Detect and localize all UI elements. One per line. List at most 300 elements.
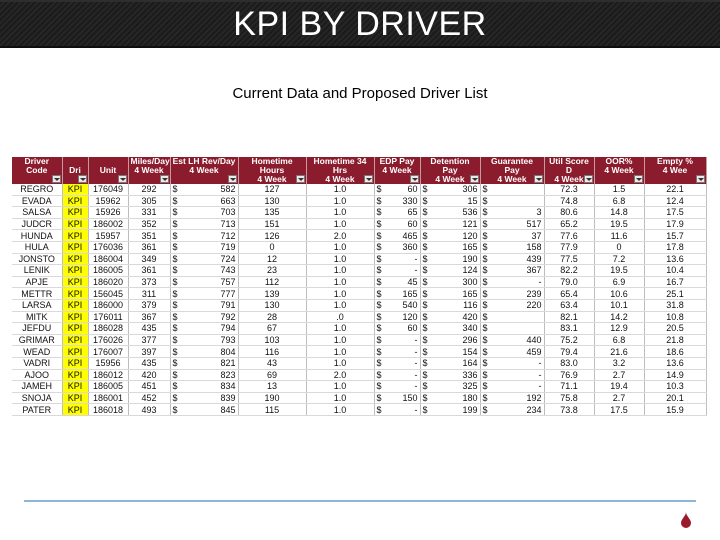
miles-per-day-cell: 435: [128, 323, 170, 335]
oor-percent-cell: 19.4: [594, 381, 644, 393]
oor-percent-cell: 19.5: [594, 218, 644, 230]
detention-pay-cell: 124: [430, 265, 480, 277]
edp-pay-cell: 45: [384, 276, 420, 288]
table-body: [12, 184, 706, 415]
empty-percent-cell: 21.8: [644, 334, 706, 346]
driver-code-cell: VADRI: [12, 357, 62, 369]
kpi-flag-cell: KPI: [62, 334, 88, 346]
kpi-flag-cell: KPI: [62, 381, 88, 393]
column-header-bottom: 4 Week: [554, 174, 584, 184]
guarantee-pay-cell: -: [490, 369, 544, 381]
currency-symbol-cell: $: [170, 195, 182, 207]
empty-percent-cell: 20.5: [644, 323, 706, 335]
currency-symbol-cell: $: [374, 357, 384, 369]
edp-pay-cell: -: [384, 265, 420, 277]
currency-symbol-cell: $: [170, 241, 182, 253]
column-header: [480, 157, 544, 184]
filter-dropdown-icon[interactable]: [228, 175, 237, 183]
filter-dropdown-icon[interactable]: [634, 175, 643, 183]
driver-code-cell: JEFDU: [12, 323, 62, 335]
currency-symbol-cell: $: [480, 253, 490, 265]
currency-symbol-cell: $: [374, 311, 384, 323]
est-lh-rev-cell: 713: [182, 218, 238, 230]
currency-symbol-cell: $: [420, 323, 430, 335]
hometime-hours-cell: 190: [238, 392, 306, 404]
currency-symbol-cell: $: [170, 334, 182, 346]
driver-code-cell: LARSA: [12, 299, 62, 311]
currency-symbol-cell: $: [374, 276, 384, 288]
detention-pay-cell: 165: [430, 241, 480, 253]
util-score-cell: 72.3: [544, 184, 594, 195]
edp-pay-cell: -: [384, 357, 420, 369]
column-header-bottom: 4 Week: [134, 165, 164, 175]
hometime-34-cell: 1.0: [306, 241, 374, 253]
hometime-hours-cell: 127: [238, 184, 306, 195]
util-score-cell: 75.2: [544, 334, 594, 346]
miles-per-day-cell: 361: [128, 241, 170, 253]
currency-symbol-cell: $: [170, 357, 182, 369]
unit-cell: 186005: [88, 265, 128, 277]
table-row: [12, 230, 706, 242]
currency-symbol-cell: $: [420, 369, 430, 381]
oor-percent-cell: 11.6: [594, 230, 644, 242]
hometime-hours-cell: 116: [238, 346, 306, 358]
currency-symbol-cell: $: [170, 253, 182, 265]
column-header-top: Guarantee Pay: [490, 156, 534, 175]
edp-pay-cell: -: [384, 404, 420, 416]
kpi-flag-cell: KPI: [62, 311, 88, 323]
driver-code-cell: JAMEH: [12, 381, 62, 393]
currency-symbol-cell: $: [480, 346, 490, 358]
currency-symbol-cell: $: [374, 288, 384, 300]
util-score-cell: 79.4: [544, 346, 594, 358]
guarantee-pay-cell: 37: [490, 230, 544, 242]
currency-symbol-cell: $: [420, 288, 430, 300]
kpi-flag-cell: KPI: [62, 346, 88, 358]
column-header-bottom: 4 Week: [382, 165, 412, 175]
currency-symbol-cell: $: [420, 404, 430, 416]
unit-cell: 186005: [88, 381, 128, 393]
miles-per-day-cell: 379: [128, 299, 170, 311]
filter-dropdown-icon[interactable]: [52, 175, 61, 183]
currency-symbol-cell: $: [420, 241, 430, 253]
kpi-flag-cell: KPI: [62, 323, 88, 335]
unit-cell: 15962: [88, 195, 128, 207]
table-row: [12, 253, 706, 265]
empty-percent-cell: 17.8: [644, 241, 706, 253]
est-lh-rev-cell: 834: [182, 381, 238, 393]
hometime-34-cell: 1.0: [306, 195, 374, 207]
currency-symbol-cell: $: [374, 241, 384, 253]
empty-percent-cell: 16.7: [644, 276, 706, 288]
column-header: [644, 157, 706, 184]
est-lh-rev-cell: 777: [182, 288, 238, 300]
currency-symbol-cell: $: [374, 265, 384, 277]
oor-percent-cell: 14.2: [594, 311, 644, 323]
hometime-hours-cell: 67: [238, 323, 306, 335]
table-row: [12, 334, 706, 346]
hometime-34-cell: 1.0: [306, 288, 374, 300]
filter-dropdown-icon[interactable]: [584, 175, 593, 183]
unit-cell: 186020: [88, 276, 128, 288]
driver-code-cell: METTR: [12, 288, 62, 300]
table-row: [12, 218, 706, 230]
table-row: [12, 369, 706, 381]
driver-code-cell: WEAD: [12, 346, 62, 358]
filter-dropdown-icon[interactable]: [160, 175, 169, 183]
currency-symbol-cell: $: [374, 323, 384, 335]
hometime-34-cell: 1.0: [306, 184, 374, 195]
currency-symbol-cell: $: [480, 357, 490, 369]
oor-percent-cell: 21.6: [594, 346, 644, 358]
title-bar: [0, 0, 720, 48]
oor-percent-cell: 14.8: [594, 207, 644, 219]
unit-cell: 186028: [88, 323, 128, 335]
currency-symbol-cell: $: [374, 184, 384, 195]
guarantee-pay-cell: [490, 195, 544, 207]
currency-symbol-cell: $: [170, 311, 182, 323]
detention-pay-cell: 120: [430, 230, 480, 242]
kpi-flag-cell: KPI: [62, 184, 88, 195]
currency-symbol-cell: $: [374, 334, 384, 346]
oor-percent-cell: 10.1: [594, 299, 644, 311]
miles-per-day-cell: 349: [128, 253, 170, 265]
unit-cell: 156045: [88, 288, 128, 300]
edp-pay-cell: -: [384, 369, 420, 381]
column-header: [374, 157, 420, 184]
column-header-top: EDP Pay: [379, 156, 415, 166]
hometime-hours-cell: 126: [238, 230, 306, 242]
kpi-flag-cell: KPI: [62, 404, 88, 416]
table-row: [12, 357, 706, 369]
column-header: [128, 157, 170, 184]
util-score-cell: 79.0: [544, 276, 594, 288]
util-score-cell: 63.4: [544, 299, 594, 311]
hometime-hours-cell: 69: [238, 369, 306, 381]
filter-dropdown-icon[interactable]: [296, 175, 305, 183]
guarantee-pay-cell: -: [490, 357, 544, 369]
table-row: [12, 288, 706, 300]
currency-symbol-cell: $: [420, 265, 430, 277]
detention-pay-cell: 325: [430, 381, 480, 393]
column-header-bottom: 4 Wee: [662, 165, 688, 175]
hometime-hours-cell: 135: [238, 207, 306, 219]
util-score-cell: 80.6: [544, 207, 594, 219]
hometime-hours-cell: 0: [238, 241, 306, 253]
edp-pay-cell: 540: [384, 299, 420, 311]
column-header-top: Est LH Rev/Day: [172, 156, 236, 166]
oor-percent-cell: 6.8: [594, 334, 644, 346]
guarantee-pay-cell: [490, 323, 544, 335]
miles-per-day-cell: 351: [128, 230, 170, 242]
guarantee-pay-cell: 239: [490, 288, 544, 300]
util-score-cell: 83.1: [544, 323, 594, 335]
currency-symbol-cell: $: [170, 299, 182, 311]
util-score-cell: 82.2: [544, 265, 594, 277]
hometime-hours-cell: 28: [238, 311, 306, 323]
unit-cell: 176049: [88, 184, 128, 195]
currency-symbol-cell: $: [480, 334, 490, 346]
currency-symbol-cell: $: [480, 288, 490, 300]
hometime-34-cell: 1.0: [306, 346, 374, 358]
driver-code-cell: GRIMAR: [12, 334, 62, 346]
driver-code-cell: JUDCR: [12, 218, 62, 230]
currency-symbol-cell: $: [374, 299, 384, 311]
currency-symbol-cell: $: [480, 381, 490, 393]
unit-cell: 186002: [88, 218, 128, 230]
driver-code-cell: SNOJA: [12, 392, 62, 404]
table-row: [12, 195, 706, 207]
hometime-34-cell: 1.0: [306, 265, 374, 277]
currency-symbol-cell: $: [480, 404, 490, 416]
unit-cell: 186000: [88, 299, 128, 311]
column-header-top: Detention Pay: [430, 156, 470, 175]
edp-pay-cell: 465: [384, 230, 420, 242]
guarantee-pay-cell: 459: [490, 346, 544, 358]
empty-percent-cell: 10.3: [644, 381, 706, 393]
est-lh-rev-cell: 823: [182, 369, 238, 381]
table-row: [12, 404, 706, 416]
edp-pay-cell: 165: [384, 288, 420, 300]
edp-pay-cell: 60: [384, 184, 420, 195]
oor-percent-cell: 2.7: [594, 392, 644, 404]
hometime-34-cell: .0: [306, 311, 374, 323]
unit-cell: 186001: [88, 392, 128, 404]
edp-pay-cell: 360: [384, 241, 420, 253]
filter-dropdown-icon[interactable]: [410, 175, 419, 183]
detention-pay-cell: 164: [430, 357, 480, 369]
hometime-34-cell: 1.0: [306, 276, 374, 288]
currency-symbol-cell: $: [170, 381, 182, 393]
miles-per-day-cell: 311: [128, 288, 170, 300]
column-header-bottom: 4 Week: [497, 174, 527, 184]
detention-pay-cell: 420: [430, 311, 480, 323]
hometime-hours-cell: 12: [238, 253, 306, 265]
driver-code-cell: PATER: [12, 404, 62, 416]
est-lh-rev-cell: 821: [182, 357, 238, 369]
detention-pay-cell: 180: [430, 392, 480, 404]
column-header-top: OOR%: [605, 156, 633, 166]
miles-per-day-cell: 367: [128, 311, 170, 323]
table-row: [12, 299, 706, 311]
currency-symbol-cell: $: [170, 404, 182, 416]
table-row: [12, 207, 706, 219]
util-score-cell: 82.1: [544, 311, 594, 323]
edp-pay-cell: 60: [384, 218, 420, 230]
util-score-cell: 74.8: [544, 195, 594, 207]
hometime-hours-cell: 23: [238, 265, 306, 277]
miles-per-day-cell: 331: [128, 207, 170, 219]
currency-symbol-cell: $: [420, 381, 430, 393]
est-lh-rev-cell: 794: [182, 323, 238, 335]
hometime-34-cell: 2.0: [306, 369, 374, 381]
empty-percent-cell: 31.8: [644, 299, 706, 311]
kpi-flag-cell: KPI: [62, 207, 88, 219]
currency-symbol-cell: $: [374, 195, 384, 207]
edp-pay-cell: 150: [384, 392, 420, 404]
empty-percent-cell: 25.1: [644, 288, 706, 300]
slide-title: KPI BY DRIVER: [233, 5, 487, 43]
unit-cell: 176026: [88, 334, 128, 346]
driver-code-cell: HULA: [12, 241, 62, 253]
util-score-cell: 83.0: [544, 357, 594, 369]
unit-cell: 176011: [88, 311, 128, 323]
empty-percent-cell: 20.1: [644, 392, 706, 404]
currency-symbol-cell: $: [420, 195, 430, 207]
empty-percent-cell: 14.9: [644, 369, 706, 381]
hometime-hours-cell: 103: [238, 334, 306, 346]
unit-cell: 186004: [88, 253, 128, 265]
table-row: [12, 265, 706, 277]
column-header: [306, 157, 374, 184]
column-header: [238, 157, 306, 184]
kpi-flag-cell: KPI: [62, 218, 88, 230]
hometime-hours-cell: 115: [238, 404, 306, 416]
oor-percent-cell: 2.7: [594, 369, 644, 381]
miles-per-day-cell: 292: [128, 184, 170, 195]
kpi-flag-cell: KPI: [62, 241, 88, 253]
miles-per-day-cell: 451: [128, 381, 170, 393]
util-score-cell: 75.8: [544, 392, 594, 404]
filter-dropdown-icon[interactable]: [118, 175, 127, 183]
currency-symbol-cell: $: [170, 218, 182, 230]
filter-dropdown-icon[interactable]: [78, 175, 87, 183]
table-row: [12, 346, 706, 358]
guarantee-pay-cell: 220: [490, 299, 544, 311]
guarantee-pay-cell: 192: [490, 392, 544, 404]
driver-code-cell: SALSA: [12, 207, 62, 219]
hometime-34-cell: 1.0: [306, 381, 374, 393]
detention-pay-cell: 15: [430, 195, 480, 207]
empty-percent-cell: 13.6: [644, 253, 706, 265]
miles-per-day-cell: 420: [128, 369, 170, 381]
empty-percent-cell: 13.6: [644, 357, 706, 369]
column-header-top: Hometime 34 Hrs: [313, 156, 367, 175]
guarantee-pay-cell: 367: [490, 265, 544, 277]
detention-pay-cell: 154: [430, 346, 480, 358]
currency-symbol-cell: $: [420, 207, 430, 219]
table-row: [12, 323, 706, 335]
unit-cell: 186018: [88, 404, 128, 416]
unit-cell: 15926: [88, 207, 128, 219]
filter-dropdown-icon[interactable]: [470, 175, 479, 183]
kpi-flag-cell: KPI: [62, 265, 88, 277]
currency-symbol-cell: $: [480, 241, 490, 253]
edp-pay-cell: 65: [384, 207, 420, 219]
unit-cell: 186012: [88, 369, 128, 381]
driver-code-cell: HUNDA: [12, 230, 62, 242]
currency-symbol-cell: $: [480, 195, 490, 207]
column-header-top: Miles/Day: [130, 156, 170, 166]
driver-code-cell: AJOO: [12, 369, 62, 381]
currency-symbol-cell: $: [420, 184, 430, 195]
filter-dropdown-icon[interactable]: [696, 175, 705, 183]
util-score-cell: 73.8: [544, 404, 594, 416]
currency-symbol-cell: $: [480, 230, 490, 242]
currency-symbol-cell: $: [170, 207, 182, 219]
detention-pay-cell: 336: [430, 369, 480, 381]
hometime-hours-cell: 139: [238, 288, 306, 300]
hometime-34-cell: 1.0: [306, 218, 374, 230]
guarantee-pay-cell: 440: [490, 334, 544, 346]
est-lh-rev-cell: 712: [182, 230, 238, 242]
oor-percent-cell: 3.2: [594, 357, 644, 369]
util-score-cell: 76.9: [544, 369, 594, 381]
column-header-top: Driver: [24, 156, 50, 166]
column-header: [420, 157, 480, 184]
filter-dropdown-icon[interactable]: [364, 175, 373, 183]
currency-symbol-cell: $: [170, 184, 182, 195]
miles-per-day-cell: 377: [128, 334, 170, 346]
util-score-cell: 77.5: [544, 253, 594, 265]
hometime-34-cell: 1.0: [306, 392, 374, 404]
empty-percent-cell: 15.7: [644, 230, 706, 242]
empty-percent-cell: 10.8: [644, 311, 706, 323]
hometime-34-cell: 1.0: [306, 207, 374, 219]
detention-pay-cell: 340: [430, 323, 480, 335]
column-header: [88, 157, 128, 184]
currency-symbol-cell: $: [480, 299, 490, 311]
currency-symbol-cell: $: [420, 357, 430, 369]
hometime-hours-cell: 130: [238, 195, 306, 207]
currency-symbol-cell: $: [420, 230, 430, 242]
table-row: [12, 392, 706, 404]
currency-symbol-cell: $: [480, 207, 490, 219]
est-lh-rev-cell: 791: [182, 299, 238, 311]
hometime-hours-cell: 151: [238, 218, 306, 230]
currency-symbol-cell: $: [480, 184, 490, 195]
column-header: [170, 157, 238, 184]
currency-symbol-cell: $: [480, 323, 490, 335]
currency-symbol-cell: $: [170, 288, 182, 300]
est-lh-rev-cell: 792: [182, 311, 238, 323]
util-score-cell: 65.4: [544, 288, 594, 300]
currency-symbol-cell: $: [480, 218, 490, 230]
column-header: [12, 157, 62, 184]
hometime-34-cell: 1.0: [306, 404, 374, 416]
column-header-bottom: Dri: [69, 165, 81, 175]
hometime-34-cell: 2.0: [306, 230, 374, 242]
util-score-cell: 71.1: [544, 381, 594, 393]
guarantee-pay-cell: 517: [490, 218, 544, 230]
currency-symbol-cell: $: [374, 230, 384, 242]
column-header-bottom: Code: [26, 165, 48, 175]
oor-percent-cell: 19.5: [594, 265, 644, 277]
empty-percent-cell: 10.4: [644, 265, 706, 277]
table-row: [12, 276, 706, 288]
kpi-flag-cell: KPI: [62, 369, 88, 381]
est-lh-rev-cell: 845: [182, 404, 238, 416]
currency-symbol-cell: $: [374, 253, 384, 265]
currency-symbol-cell: $: [420, 346, 430, 358]
kpi-flag-cell: KPI: [62, 230, 88, 242]
filter-dropdown-icon[interactable]: [534, 175, 543, 183]
column-header-bottom: 4 Week: [257, 174, 287, 184]
oor-percent-cell: 1.5: [594, 184, 644, 195]
slide-subtitle: Current Data and Proposed Driver List: [232, 85, 488, 102]
hometime-hours-cell: 43: [238, 357, 306, 369]
empty-percent-cell: 18.6: [644, 346, 706, 358]
column-header-bottom: Unit: [99, 165, 117, 175]
empty-percent-cell: 17.5: [644, 207, 706, 219]
table-row: [12, 381, 706, 393]
column-header-bottom: 4 Week: [325, 174, 355, 184]
column-header-bottom: 4 Week: [189, 165, 219, 175]
kpi-flag-cell: KPI: [62, 288, 88, 300]
miles-per-day-cell: 305: [128, 195, 170, 207]
currency-symbol-cell: $: [374, 404, 384, 416]
guarantee-pay-cell: -: [490, 276, 544, 288]
